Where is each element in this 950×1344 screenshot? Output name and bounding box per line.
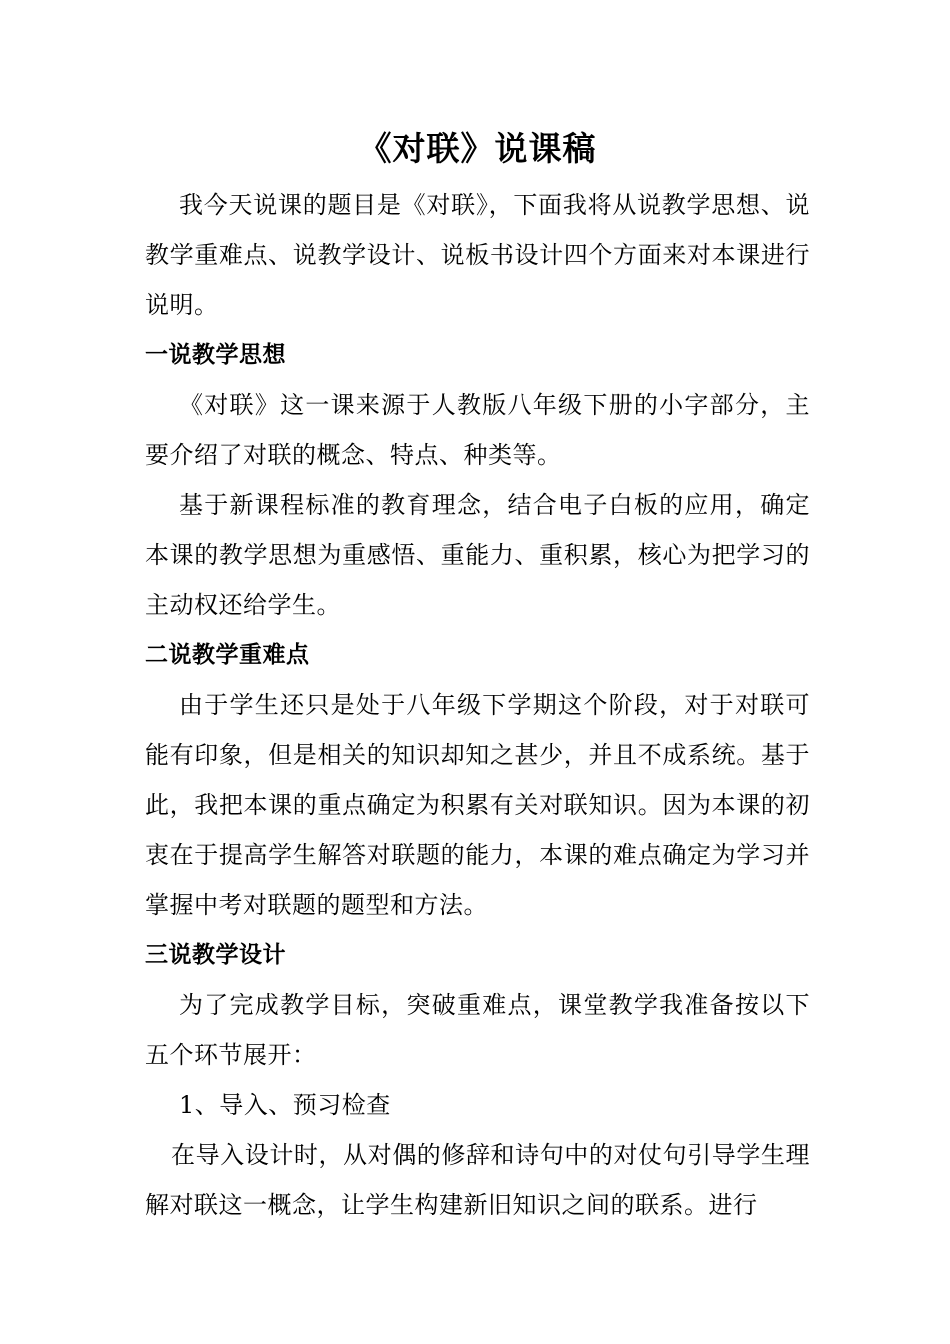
- section-paragraph: 由于学生还只是处于八年级下学期这个阶段，对于对联可能有印象，但是相关的知识却知之甚少，并且不成系统。基于此，我把本课的重点确定为积累有关对联知识。因为本课的初衷在于提高学生解答对联题的能力，本课的难点确定为学习并掌握中考对联题的题型和方法。: [145, 691, 810, 919]
- section-paragraph: 为了完成教学目标，突破重难点，课堂教学我准备按以下五个环节展开：: [145, 991, 810, 1069]
- section-heading-teaching-design: 三说教学设计: [145, 942, 286, 968]
- list-item: 1、导入、预习检查: [179, 1091, 391, 1119]
- section-paragraph: 基于新课程标准的教育理念，结合电子白板的应用，确定本课的教学思想为重感悟、重能力、重积累，核心为把学习的主动权还给学生。: [145, 491, 810, 619]
- document-title: 《对联》说课稿: [358, 129, 597, 168]
- section-heading-key-difficulties: 二说教学重难点: [145, 642, 310, 668]
- section-paragraph: 在导入设计时，从对偶的修辞和诗句中的对仗句引导学生理解对联这一概念，让学生构建新旧知识之间的联系。进行: [145, 1141, 810, 1219]
- section-heading-teaching-thought: 一说教学思想: [145, 342, 286, 368]
- section-paragraph: 《对联》这一课来源于人教版八年级下册的小字部分，主要介绍了对联的概念、特点、种类等。: [145, 391, 810, 469]
- document-page: [145, 122, 810, 1230]
- intro-paragraph: 我今天说课的题目是《对联》，下面我将从说教学思想、说教学重难点、说教学设计、说板书设计四个方面来对本课进行说明。: [145, 191, 810, 319]
